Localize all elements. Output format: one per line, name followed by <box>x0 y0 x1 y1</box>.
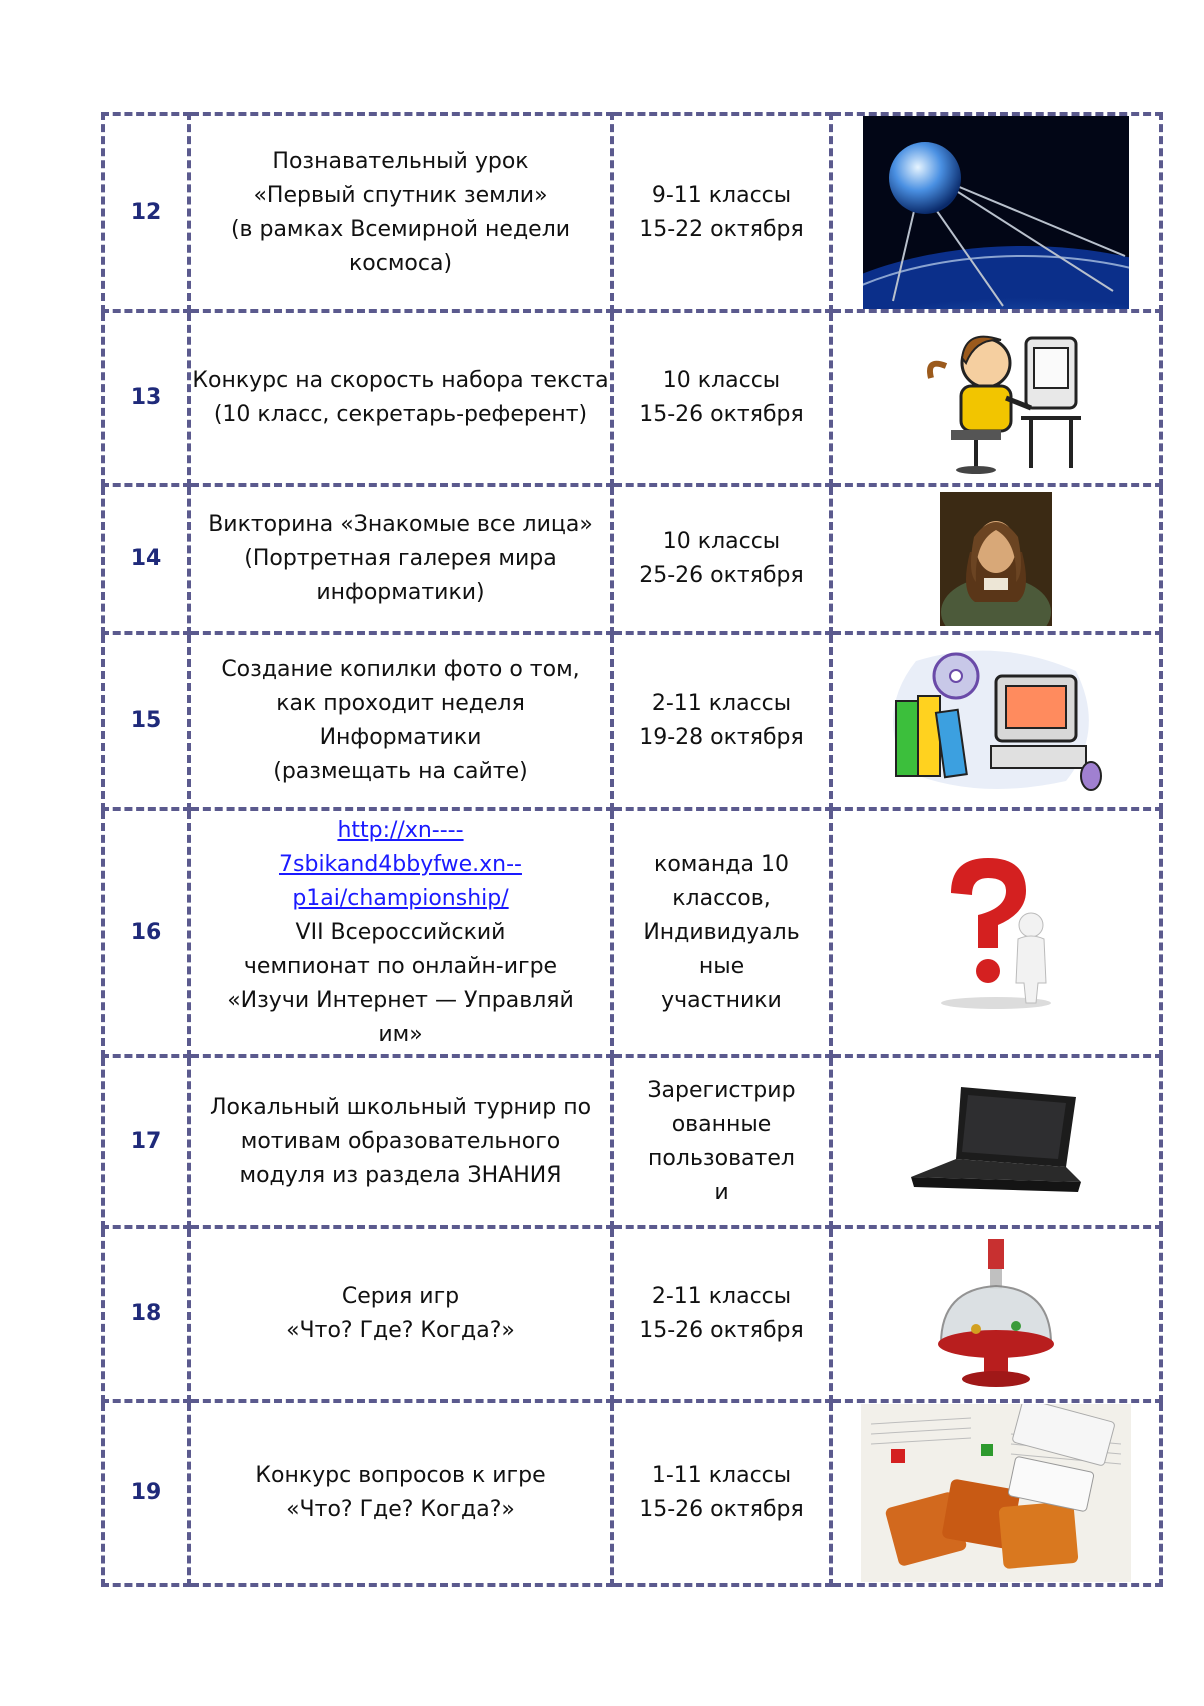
row-number: 19 <box>103 1401 189 1585</box>
row-number: 18 <box>103 1227 189 1401</box>
laptop-image <box>833 1077 1159 1207</box>
game-roulette-image <box>833 1234 1159 1394</box>
computer-books-clipart-image <box>833 641 1159 801</box>
table-row <box>103 114 1161 311</box>
event-description <box>189 311 612 485</box>
audience-line: 15-22 октября <box>639 216 804 242</box>
question-mark-figure-image <box>833 853 1159 1013</box>
event-audience <box>612 633 831 809</box>
table-row <box>103 809 1161 1056</box>
audience-line: 10 классы <box>662 529 781 554</box>
audience-line: команда 10 <box>654 851 789 877</box>
description-line: Серия игр <box>341 1284 460 1309</box>
audience-line: 10 классы <box>662 368 781 393</box>
audience-line: ные <box>698 953 745 979</box>
event-description <box>189 809 612 1056</box>
table-row <box>103 1056 1161 1227</box>
audience-line: Индивидуаль <box>643 919 800 945</box>
description-line: «Что? Где? Когда?» <box>286 1497 515 1522</box>
event-audience <box>612 114 831 311</box>
description-line: «Что? Где? Когда?» <box>286 1318 515 1343</box>
description-line: (Портретная галерея мира <box>244 546 557 571</box>
description-line: Создание копилки фото о том, <box>221 657 580 682</box>
row-number: 16 <box>103 809 189 1056</box>
event-image-cell <box>831 1227 1161 1401</box>
table-row <box>103 311 1161 485</box>
description-line: Викторина «Знакомые все лица» <box>208 512 593 537</box>
description-line: космоса) <box>348 250 453 276</box>
description-line: информатики) <box>316 580 485 605</box>
event-audience <box>612 809 831 1056</box>
description-line: Конкурс вопросов к игре <box>255 1463 546 1488</box>
audience-line: Зарегистрир <box>647 1077 796 1103</box>
events-table <box>101 112 1163 1587</box>
description-line: (10 класс, секретарь-референт) <box>213 402 588 427</box>
description-line: как проходит неделя <box>276 691 525 716</box>
event-image-cell <box>831 809 1161 1056</box>
event-audience <box>612 485 831 633</box>
person-at-computer-image <box>833 318 1159 478</box>
audience-line: ованные <box>671 1111 772 1137</box>
description-line: модуля из раздела ЗНАНИЯ <box>239 1162 562 1188</box>
description-line: «Изучи Интернет — Управляй <box>227 987 574 1013</box>
audience-line: 2-11 классы <box>651 1284 792 1309</box>
sputnik-satellite-image <box>833 116 1159 309</box>
event-description <box>189 1056 612 1227</box>
event-image-cell <box>831 311 1161 485</box>
audience-line: 15-26 октября <box>639 402 804 427</box>
audience-line: 1-11 классы <box>651 1463 792 1488</box>
description-line: «Первый спутник земли» <box>253 182 548 208</box>
event-image-cell <box>831 633 1161 809</box>
event-audience <box>612 311 831 485</box>
event-image-cell <box>831 114 1161 311</box>
row-number: 14 <box>103 485 189 633</box>
description-line: VII Всероссийский <box>295 919 506 945</box>
description-line: (в рамках Всемирной недели <box>230 216 571 242</box>
description-line: мотивам образовательного <box>240 1128 561 1154</box>
link-line[interactable]: http://xn---- <box>337 817 464 843</box>
audience-line: участники <box>661 987 782 1013</box>
link-line[interactable]: 7sbikand4bbyfwe.xn-- <box>279 851 522 877</box>
event-image-cell <box>831 1056 1161 1227</box>
event-description <box>189 114 612 311</box>
description-line: (размещать на сайте) <box>273 759 528 784</box>
description-line: Конкурс на скорость набора текста <box>192 368 609 393</box>
audience-line: 15-26 октября <box>639 1497 804 1522</box>
event-description <box>189 1401 612 1585</box>
portrait-image <box>833 492 1159 626</box>
audience-line: 2-11 классы <box>651 691 792 716</box>
table-row <box>103 485 1161 633</box>
table-row <box>103 1227 1161 1401</box>
event-audience <box>612 1401 831 1585</box>
row-number: 13 <box>103 311 189 485</box>
audience-line: 15-26 октября <box>639 1318 804 1343</box>
audience-line: 25-26 октября <box>639 563 804 588</box>
event-description <box>189 485 612 633</box>
championship-link[interactable] <box>191 814 610 916</box>
table-row <box>103 1401 1161 1585</box>
description-line: Информатики <box>319 725 482 750</box>
audience-line: пользовател <box>648 1145 795 1171</box>
audience-line: классов, <box>672 885 771 911</box>
description-line: им» <box>378 1021 423 1047</box>
event-audience <box>612 1056 831 1227</box>
audience-line: 9-11 классы <box>651 182 792 208</box>
event-description <box>189 633 612 809</box>
row-number: 12 <box>103 114 189 311</box>
event-image-cell <box>831 1401 1161 1585</box>
game-cards-image <box>833 1404 1159 1582</box>
table-row <box>103 633 1161 809</box>
audience-line: 19-28 октября <box>639 725 804 750</box>
audience-line: и <box>714 1179 729 1205</box>
description-line: Локальный школьный турнир по <box>209 1094 592 1120</box>
event-image-cell <box>831 485 1161 633</box>
row-number: 17 <box>103 1056 189 1227</box>
description-line: Познавательный урок <box>272 148 529 174</box>
link-line[interactable]: p1ai/championship/ <box>292 885 509 911</box>
row-number: 15 <box>103 633 189 809</box>
description-line: чемпионат по онлайн-игре <box>243 953 558 979</box>
event-description <box>189 1227 612 1401</box>
event-audience <box>612 1227 831 1401</box>
